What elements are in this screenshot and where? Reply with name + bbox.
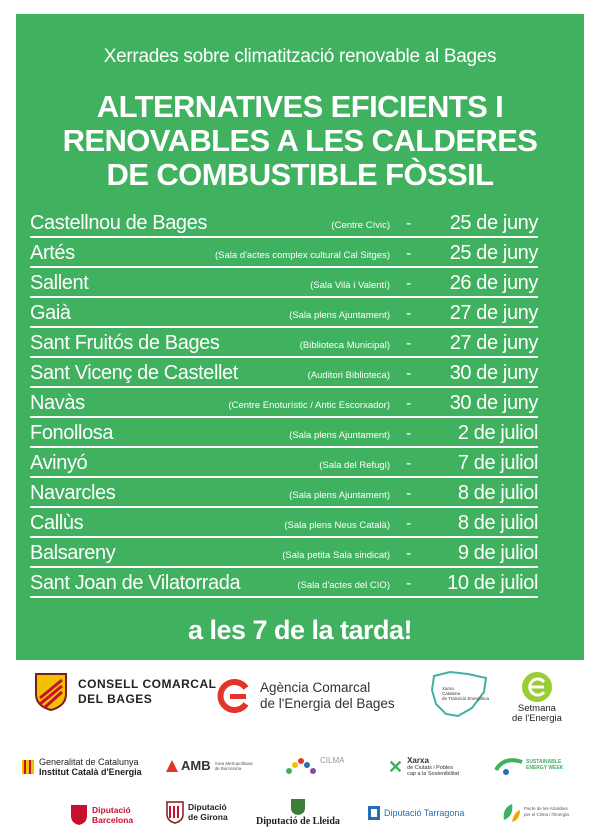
- session-place: Fonollosa: [30, 422, 114, 444]
- generalitat-text: Generalitat de Catalunya: [39, 757, 139, 767]
- diputacio-lleida-logo: [256, 798, 340, 827]
- session-place: Sant Vicenç de Castellet: [30, 362, 238, 384]
- leaves-icon: [500, 800, 522, 824]
- session-row: [30, 508, 538, 538]
- session-venue: (Sala del Refugi): [319, 460, 390, 471]
- amb-small-text: de Barcelona: [214, 765, 242, 771]
- session-place: Sallent: [30, 272, 89, 294]
- barcelona-text: Diputació: [92, 805, 131, 815]
- session-row: [30, 208, 538, 238]
- cilma-text: CILMA: [320, 755, 345, 765]
- xarxa-ciutats-text: de Ciutats i Pobles: [407, 765, 453, 771]
- session-venue: (Sala Vilà i Valentí): [310, 280, 390, 291]
- pacte-text: per el Clima i l'Energia: [524, 812, 569, 817]
- lleida-shield-icon: [290, 798, 306, 816]
- session-date: 30 de juny: [449, 362, 538, 384]
- session-place: Castellnou de Bages: [30, 212, 207, 234]
- amb-logo: [166, 758, 253, 773]
- session-date: 10 de juliol: [447, 572, 538, 594]
- session-venue: (Centre Enoturístic / Antic Escorxador): [228, 400, 390, 411]
- setmana-text: Setmana: [517, 703, 556, 714]
- sustainable-energy-week-logo: [494, 752, 563, 778]
- cilma-logo: [284, 755, 344, 777]
- tarragona-text: Diputació Tarragona: [384, 808, 465, 818]
- session-dash: -: [406, 545, 412, 562]
- xarxa-ciutats-logo: [388, 756, 459, 777]
- session-date: 2 de juliol: [457, 422, 538, 444]
- consell-name-line: DEL BAGES: [78, 692, 153, 706]
- session-dash: -: [406, 395, 412, 412]
- headline: [16, 90, 584, 192]
- session-dash: -: [406, 455, 412, 472]
- tarragona-icon: [368, 806, 380, 820]
- pacte-alcaldies-logo: [500, 800, 569, 824]
- session-venue: (Sala plens Ajuntament): [289, 310, 390, 321]
- session-place: Artés: [30, 242, 75, 264]
- session-date: 27 de juny: [449, 302, 538, 324]
- session-dash: -: [406, 425, 412, 442]
- session-venue: (Auditori Biblioteca): [307, 370, 390, 381]
- session-list: [30, 208, 538, 598]
- session-venue: (Biblioteca Municipal): [299, 340, 390, 351]
- session-place: Balsareny: [30, 542, 116, 564]
- agencia-energia-logo: [216, 678, 395, 714]
- session-row: [30, 448, 538, 478]
- session-venue: (Sala plens Ajuntament): [289, 430, 390, 441]
- session-date: 8 de juliol: [457, 512, 538, 534]
- session-place: Callùs: [30, 512, 84, 534]
- session-dash: -: [406, 275, 412, 292]
- session-dash: -: [406, 335, 412, 352]
- session-venue: (Centre Cívic): [331, 220, 390, 231]
- session-date: 25 de juny: [449, 242, 538, 264]
- session-row: [30, 358, 538, 388]
- session-dash: -: [406, 575, 412, 592]
- diputacio-girona-logo: [166, 800, 228, 824]
- poster-panel: [16, 14, 584, 660]
- session-row: [30, 388, 538, 418]
- girona-text: de Girona: [188, 812, 228, 822]
- session-date: 26 de juny: [449, 272, 538, 294]
- sew-text: ENERGY WEEK: [526, 765, 564, 771]
- session-dash: -: [406, 365, 412, 382]
- session-row: [30, 478, 538, 508]
- session-row: [30, 418, 538, 448]
- setmana-e-icon: [520, 670, 554, 704]
- setmana-text: de l'Energia: [512, 713, 562, 724]
- session-date: 9 de juliol: [457, 542, 538, 564]
- session-date: 8 de juliol: [457, 482, 538, 504]
- session-row: [30, 268, 538, 298]
- amb-text: AMB: [181, 758, 211, 773]
- session-venue: (Sala plens Neus Català): [284, 520, 390, 531]
- agencia-e-icon: [216, 678, 252, 714]
- xarxa-transicio-logo: [428, 668, 492, 720]
- senyera-icon: [22, 760, 34, 774]
- session-row: [30, 538, 538, 568]
- agencia-name-line: Agència Comarcal: [260, 680, 371, 695]
- session-place: Gaià: [30, 302, 71, 324]
- xarxa-text: de Transició Energètica: [442, 696, 490, 701]
- session-row: [30, 238, 538, 268]
- consell-name-line: CONSELL COMARCAL: [78, 677, 217, 691]
- girona-shield-icon: [166, 800, 184, 824]
- cilma-dots-icon: [284, 755, 318, 777]
- session-dash: -: [406, 515, 412, 532]
- xarxa-text: Catalana: [442, 691, 461, 696]
- swirl-icon: [494, 752, 524, 778]
- consell-comarcal-logo: [34, 672, 216, 712]
- xarxa-text: Xarxa: [442, 686, 454, 691]
- agencia-name-line: de l'Energia del Bages: [260, 696, 395, 711]
- session-place: Navàs: [30, 392, 85, 414]
- xarxa-x-icon: ✕: [388, 756, 404, 777]
- session-date: 27 de juny: [449, 332, 538, 354]
- session-dash: -: [406, 215, 412, 232]
- barcelona-text: Barcelona: [92, 815, 134, 825]
- session-dash: -: [406, 245, 412, 262]
- coat-of-arms-icon: [34, 672, 68, 712]
- setmana-energia-logo: [512, 670, 562, 724]
- amb-small-text: Àrea Metropolitana: [214, 760, 253, 766]
- headline-line: DE COMBUSTIBLE FÒSSIL: [106, 157, 494, 192]
- session-dash: -: [406, 485, 412, 502]
- session-venue: (Sala d'actes del CIO): [297, 580, 390, 591]
- session-date: 30 de juny: [449, 392, 538, 414]
- diputacio-barcelona-logo: [70, 804, 133, 826]
- subtitle: Xerrades sobre climatització renovable al Bages: [103, 46, 497, 67]
- session-date: 25 de juny: [449, 212, 538, 234]
- session-place: Navarcles: [30, 482, 116, 504]
- session-row: [30, 298, 538, 328]
- session-date: 7 de juliol: [457, 452, 538, 474]
- session-venue: (Sala d'actes complex cultural Cal Sitges): [215, 250, 390, 261]
- pacte-text: Pacte de les Alcaldies: [524, 806, 568, 811]
- session-dash: -: [406, 305, 412, 322]
- generalitat-logo: [22, 757, 142, 777]
- session-row: [30, 328, 538, 358]
- time-banner: a les 7 de la tarda!: [187, 615, 413, 645]
- session-row: [30, 568, 538, 598]
- session-venue: (Sala plens Ajuntament): [289, 490, 390, 501]
- generalitat-text: Institut Català d'Energia: [39, 767, 142, 777]
- headline-line: RENOVABLES A LES CALDERES: [62, 123, 538, 158]
- lleida-text: Diputació de Lleida: [256, 816, 340, 827]
- amb-triangle-icon: [166, 760, 178, 772]
- session-place: Sant Fruitós de Bages: [30, 332, 220, 354]
- girona-text: Diputació: [188, 802, 227, 812]
- diputacio-tarragona-logo: [368, 806, 464, 820]
- xarxa-ciutats-text: cap a la Sostenibilitat: [407, 771, 460, 777]
- session-place: Sant Joan de Vilatorrada: [30, 572, 241, 594]
- barcelona-shield-icon: [70, 804, 88, 826]
- headline-line: ALTERNATIVES EFICIENTS I: [96, 89, 504, 124]
- sew-text: SUSTAINABLE: [526, 759, 562, 765]
- session-place: Avinyó: [30, 452, 88, 474]
- xarxa-ciutats-text: Xarxa: [407, 756, 429, 765]
- session-venue: (Sala petita Sala sindicat): [282, 550, 390, 561]
